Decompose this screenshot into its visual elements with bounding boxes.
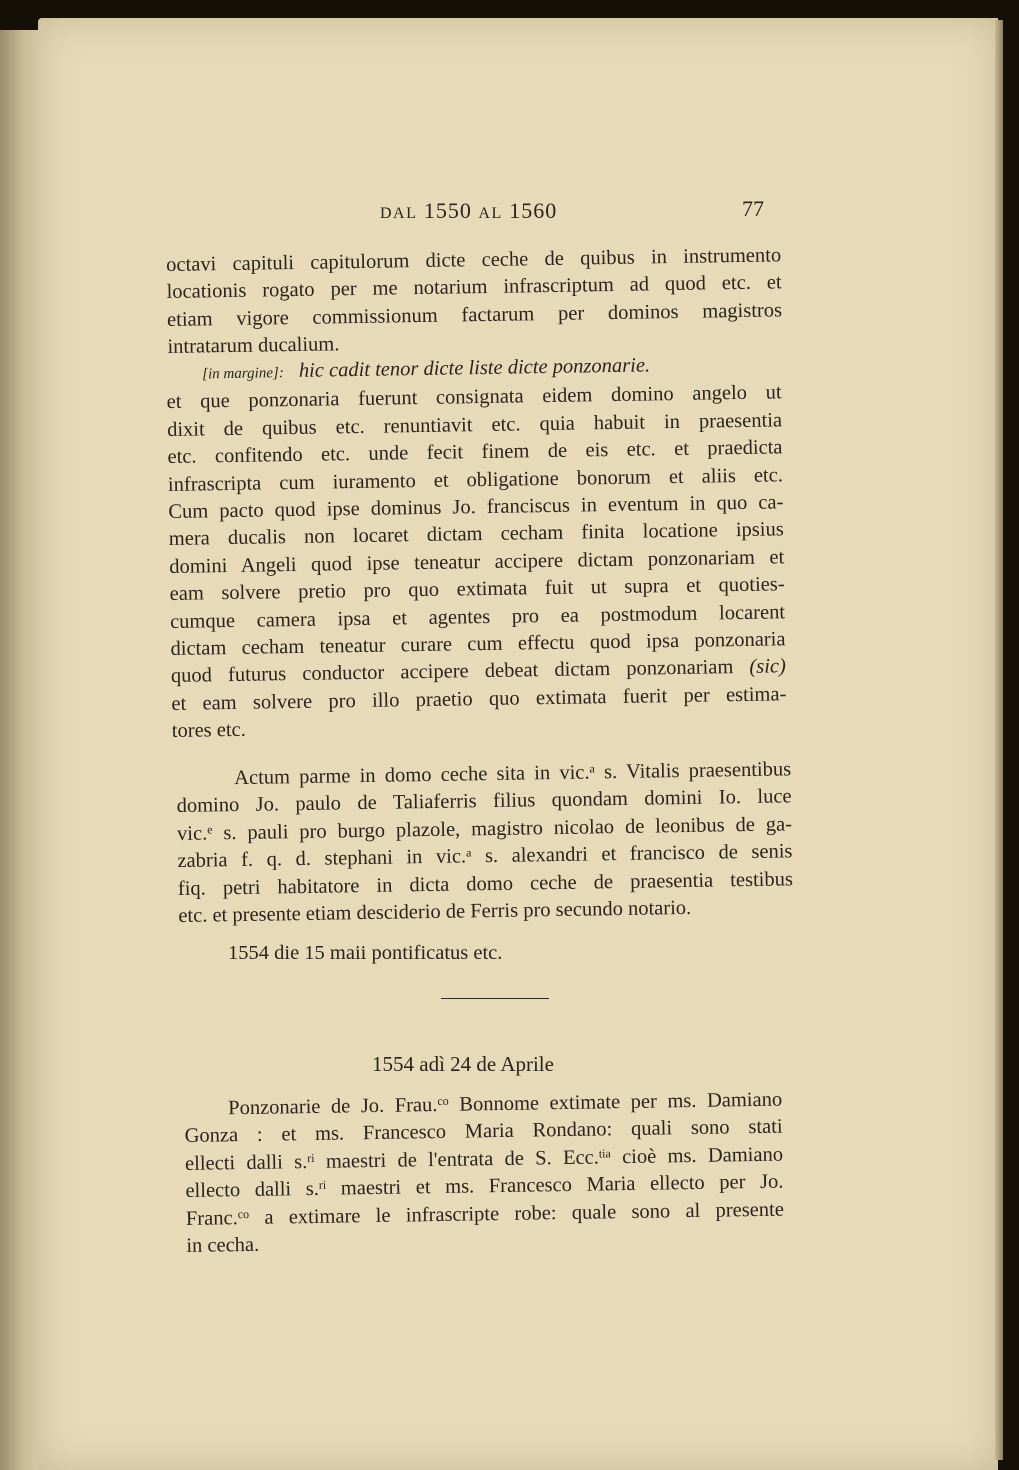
text-line: domini Angeli quod ipse teneatur accipere dictam ponzonariam et	[169, 546, 785, 578]
text-segment: maestri de l'entrata de S. Ecc.	[314, 1146, 599, 1173]
text-line: et que ponzonaria fuerunt consignata eidem domino angelo ut	[166, 381, 782, 414]
text-line: octavi capituli capitulorum dicte ceche de quibus in instrumento	[166, 244, 782, 276]
text-line: intratarum ducalium.	[167, 333, 340, 359]
running-head	[380, 198, 557, 224]
section-heading: 1554 adì 24 de Aprile	[372, 1052, 554, 1076]
text-segment: Actum parme in domo ceche sita in vic.	[234, 761, 590, 790]
text-line: etc. et presente etiam desciderio de Ferris pro secundo notario.	[178, 896, 692, 928]
text-segment: ellecti dalli s.	[184, 1150, 308, 1175]
text-line: etiam vigore commissionum factarum per dominos magistros	[166, 299, 783, 331]
text-segment: quod futurus conductor accipere debeat dictam ponzonariam	[170, 656, 734, 688]
text-line: mera ducalis non locaret dictam cecham finita locatione ipsius	[168, 518, 784, 551]
paragraph-margine	[166, 350, 787, 745]
margin-note-label: [in margine]:	[202, 365, 284, 383]
superscript: co	[237, 1206, 250, 1221]
text-segment: vic.	[176, 822, 208, 845]
text-line: infrascripta cum iuramento et obligatione bonorum et aliis etc.	[167, 463, 784, 496]
running-head-al: AL	[478, 205, 503, 222]
text-line: locationis rogato per me notarium infrascriptum ad quod etc. et	[166, 271, 782, 304]
margin-note-text: hic cadit tenor dicte liste dicte ponzonarie.	[298, 354, 651, 382]
text-line: dictam cecham teneatur curare cum effectu quod ipsa ponzonaria	[170, 628, 786, 661]
text-line: Gonza : et ms. Francesco Maria Rondano: quali sono stati	[184, 1116, 783, 1148]
text-segment: a extimare le infrascripte robe: quale sono al presente	[248, 1198, 785, 1229]
text-segment: s. pauli pro burgo plazole, magistro nicolao de leonibus de ga-	[212, 813, 793, 845]
text-segment: Bonnome extimate per ms. Damiano	[448, 1088, 783, 1116]
text-line: domino Jo. paulo de Taliaferris filius quondam domini Io. luce	[176, 785, 792, 818]
text-segment: s. alexandri et francisco de senis	[471, 840, 793, 868]
sic-marker: (sic)	[749, 655, 787, 679]
text-segment: s. Vitalis praesentibus	[594, 758, 792, 784]
text-line: etc. confitendo etc. unde fecit finem de eis etc. et praedicta	[167, 436, 783, 469]
text-segment: maestri et ms. Francesco Maria ellecto per Jo.	[326, 1170, 784, 1200]
text-segment: Ponzonarie de Jo. Frau.	[228, 1094, 438, 1120]
paragraph-octavi	[166, 242, 783, 361]
paragraph-actum	[176, 756, 794, 930]
text-segment: cioè ms. Damiano	[610, 1143, 784, 1169]
running-head-dal: DAL	[380, 205, 418, 222]
superscript: ri	[318, 1177, 327, 1193]
text-line: in cecha.	[186, 1233, 260, 1258]
page-number: 77	[742, 196, 764, 221]
page-edge-shadow	[995, 20, 1003, 1460]
text-segment: Franc.	[185, 1206, 238, 1230]
superscript: co	[437, 1093, 449, 1109]
superscript: a	[465, 845, 472, 860]
text-line: cumque camera ipsa et agentes pro ea postmodum locarent	[169, 600, 786, 633]
text-line: tores etc.	[171, 719, 246, 743]
text-line: et eam solvere pro illo praetio quo extimata fuerit per estima-	[171, 683, 787, 715]
paragraph-ponzonarie	[184, 1087, 785, 1261]
text-line: fiq. petri habitatore in dicta domo ceche de praesentia testibus	[177, 867, 794, 900]
running-head-year-start: 1550	[423, 198, 472, 223]
text-line: Cum pacto quod ipse dominus Jo. franciscus in eventum in quo ca-	[168, 491, 784, 524]
text-line: eam solvere pretio pro quo extimata fuit ut supra et quoties-	[169, 573, 785, 606]
superscript: e	[207, 822, 213, 837]
superscript: a	[589, 761, 595, 776]
running-head-year-end: 1560	[509, 198, 558, 223]
text-segment: zabria f. q. d. stephani in vic.	[177, 845, 467, 873]
text-line: dixit de quibus etc. renuntiavit etc. quia habuit in praesentia	[166, 409, 783, 441]
superscript: tia	[598, 1146, 611, 1161]
section-divider	[441, 998, 549, 999]
dateline: 1554 die 15 maii pontificatus etc.	[228, 942, 503, 964]
text-segment: ellecto dalli s.	[185, 1178, 320, 1203]
superscript: ri	[307, 1150, 315, 1165]
